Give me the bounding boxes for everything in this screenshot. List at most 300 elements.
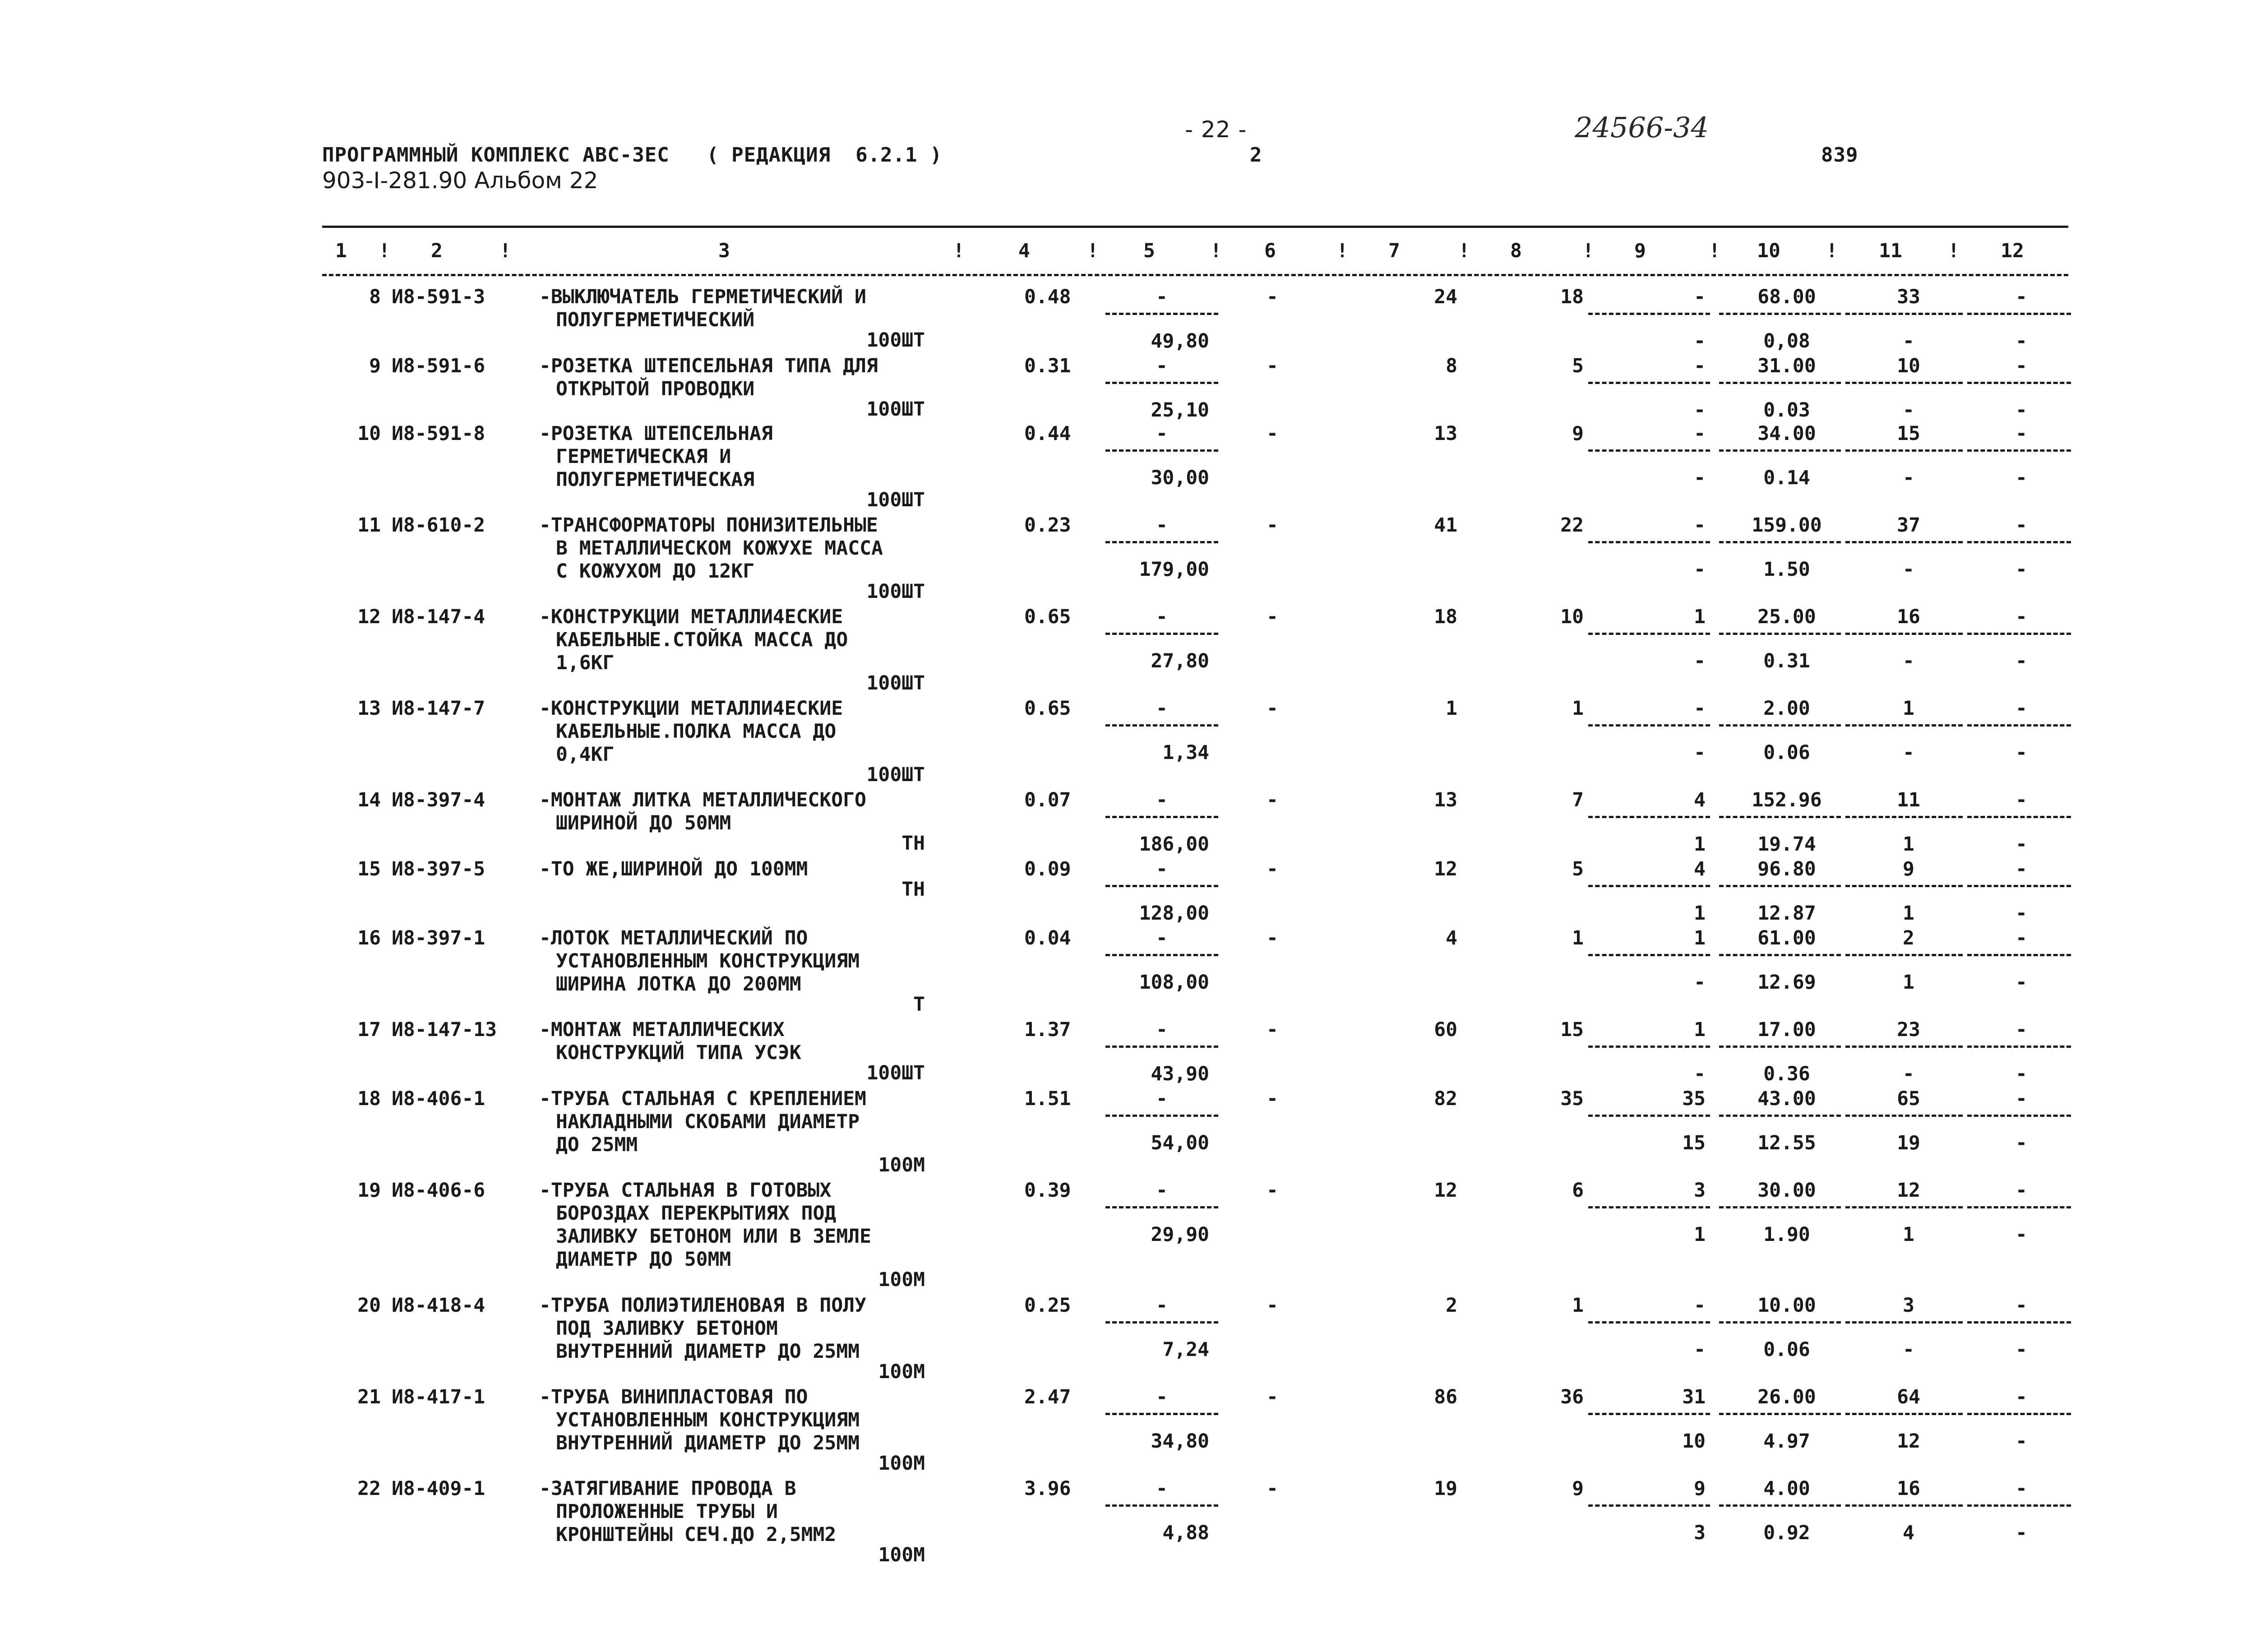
row-unit: 100М bbox=[878, 1544, 925, 1566]
col-divider bbox=[1719, 1413, 1841, 1415]
col-divider bbox=[1588, 1046, 1710, 1048]
col-divider bbox=[1588, 724, 1710, 727]
col-divider bbox=[1719, 1046, 1841, 1048]
col12-bottom: - bbox=[2016, 650, 2027, 672]
col10-bottom: 0.92 bbox=[1763, 1522, 1810, 1544]
column-header-6: 6 bbox=[1264, 240, 1276, 262]
col5-top: - bbox=[1156, 514, 1168, 537]
column-separator: ! bbox=[1458, 240, 1470, 262]
row-description: 1,6КГ bbox=[556, 652, 615, 674]
col6-value: - bbox=[1267, 355, 1278, 377]
col10-bottom: 4.97 bbox=[1763, 1430, 1810, 1453]
col-divider bbox=[1588, 1321, 1710, 1323]
row-description: ПОД ЗАЛИВКУ БЕТОНОМ bbox=[556, 1317, 778, 1340]
col11-top: 9 bbox=[1903, 858, 1914, 880]
col9-top: 4 bbox=[1694, 858, 1706, 880]
col11-bottom: - bbox=[1903, 650, 1914, 672]
col9-top: - bbox=[1694, 514, 1706, 537]
row-number: 17 bbox=[357, 1018, 381, 1041]
col-divider bbox=[1845, 1046, 1963, 1048]
col5-divider bbox=[1105, 313, 1218, 315]
col9-top: - bbox=[1694, 286, 1706, 308]
col12-bottom: - bbox=[2016, 1338, 2027, 1361]
col5-divider bbox=[1105, 885, 1218, 887]
col5-divider bbox=[1105, 724, 1218, 727]
col9-bottom: - bbox=[1694, 971, 1706, 994]
col5-top: - bbox=[1156, 858, 1168, 880]
col5-divider bbox=[1105, 1321, 1218, 1323]
row-description: -ТРУБА ПОЛИЭТИЛЕНОВАЯ В ПОЛУ bbox=[539, 1294, 866, 1317]
col5-bottom: 108,00 bbox=[1139, 971, 1209, 994]
col8-value: 9 bbox=[1572, 422, 1584, 445]
col11-bottom: - bbox=[1903, 330, 1914, 352]
col-divider bbox=[1719, 1321, 1841, 1323]
col10-bottom: 0.36 bbox=[1763, 1063, 1810, 1085]
col-divider bbox=[1588, 633, 1710, 635]
col5-bottom: 25,10 bbox=[1151, 399, 1209, 421]
col-divider bbox=[1967, 633, 2071, 635]
col11-top: 12 bbox=[1897, 1179, 1920, 1202]
col10-top: 159.00 bbox=[1752, 514, 1822, 537]
row-unit: 100М bbox=[878, 1452, 925, 1475]
col-divider bbox=[1967, 816, 2071, 818]
col8-value: 35 bbox=[1560, 1087, 1584, 1110]
column-header-7: 7 bbox=[1388, 240, 1400, 262]
col4-value: 0.39 bbox=[1024, 1179, 1071, 1202]
row-description: УСТАНОВЛЕННЫМ КОНСТРУКЦИЯМ bbox=[556, 1409, 860, 1431]
col9-top: 9 bbox=[1694, 1477, 1706, 1500]
col10-top: 43.00 bbox=[1757, 1087, 1816, 1110]
col-divider bbox=[1967, 1413, 2071, 1415]
col9-top: 1 bbox=[1694, 1018, 1706, 1041]
column-separator: ! bbox=[953, 240, 965, 262]
col10-bottom: 1.50 bbox=[1763, 558, 1810, 581]
col4-value: 0.23 bbox=[1024, 514, 1071, 537]
col10-bottom: 0.14 bbox=[1763, 467, 1810, 489]
col11-top: 2 bbox=[1903, 927, 1914, 949]
col9-top: - bbox=[1694, 422, 1706, 445]
row-unit: 100ШТ bbox=[866, 329, 925, 352]
col5-top: - bbox=[1156, 789, 1168, 811]
table-top-rule bbox=[322, 226, 2068, 228]
column-header-10: 10 bbox=[1757, 240, 1780, 262]
col11-top: 3 bbox=[1903, 1294, 1914, 1317]
row-unit: 100М bbox=[878, 1360, 925, 1383]
col4-value: 0.04 bbox=[1024, 927, 1071, 949]
col11-top: 65 bbox=[1897, 1087, 1920, 1110]
col5-top: - bbox=[1156, 1018, 1168, 1041]
col-divider bbox=[1845, 1504, 1963, 1507]
col12-bottom: - bbox=[2016, 1430, 2027, 1453]
col10-bottom: 12.55 bbox=[1757, 1132, 1816, 1154]
col11-bottom: 1 bbox=[1903, 902, 1914, 925]
col-divider bbox=[1967, 1321, 2071, 1323]
col5-top: - bbox=[1156, 927, 1168, 949]
row-unit: 100ШТ bbox=[866, 1062, 925, 1084]
row-description: -ТРАНСФОРМАТОРЫ ПОНИЗИТЕЛЬНЫЕ bbox=[539, 514, 878, 537]
col-divider bbox=[1845, 382, 1963, 384]
column-header-4: 4 bbox=[1018, 240, 1030, 262]
row-number: 12 bbox=[357, 606, 381, 628]
col9-bottom: 15 bbox=[1682, 1132, 1706, 1154]
col8-value: 5 bbox=[1572, 355, 1584, 377]
col-divider bbox=[1719, 633, 1841, 635]
col8-value: 9 bbox=[1572, 1477, 1584, 1500]
col-divider bbox=[1967, 382, 2071, 384]
row-number: 20 bbox=[357, 1294, 381, 1317]
col11-bottom: 1 bbox=[1903, 833, 1914, 856]
col12-bottom: - bbox=[2016, 902, 2027, 925]
col10-top: 96.80 bbox=[1757, 858, 1816, 880]
col5-divider bbox=[1105, 1206, 1218, 1208]
document-code: 24566-34 bbox=[1575, 111, 1709, 144]
row-description: -ЛОТОК МЕТАЛЛИЧЕСКИЙ ПО bbox=[539, 927, 808, 949]
row-code: И8-406-6 bbox=[392, 1179, 485, 1202]
col7-value: 13 bbox=[1434, 789, 1457, 811]
col7-value: 4 bbox=[1446, 927, 1457, 949]
col5-bottom: 186,00 bbox=[1139, 833, 1209, 856]
col-divider bbox=[1719, 954, 1841, 956]
row-description: -ТРУБА СТАЛЬНАЯ В ГОТОВЫХ bbox=[539, 1179, 832, 1202]
col12-bottom: - bbox=[2016, 1223, 2027, 1246]
col12-top: - bbox=[2016, 422, 2027, 445]
col8-value: 15 bbox=[1560, 1018, 1584, 1041]
col-divider bbox=[1588, 954, 1710, 956]
row-description: -ТРУБА СТАЛЬНАЯ С КРЕПЛЕНИЕМ bbox=[539, 1087, 866, 1110]
row-unit: 100М bbox=[878, 1268, 925, 1291]
col-divider bbox=[1967, 541, 2071, 543]
col12-top: - bbox=[2016, 514, 2027, 537]
row-description: КОНСТРУКЦИЙ ТИПА УСЭК bbox=[556, 1041, 801, 1064]
col12-top: - bbox=[2016, 927, 2027, 949]
col-divider bbox=[1845, 313, 1963, 315]
col-divider bbox=[1967, 954, 2071, 956]
col10-bottom: 19.74 bbox=[1757, 833, 1816, 856]
col-divider bbox=[1719, 313, 1841, 315]
col9-bottom: - bbox=[1694, 1338, 1706, 1361]
col5-bottom: 30,00 bbox=[1151, 467, 1209, 489]
col-divider bbox=[1967, 1046, 2071, 1048]
col6-value: - bbox=[1267, 606, 1278, 628]
col-divider bbox=[1588, 885, 1710, 887]
col9-bottom: - bbox=[1694, 330, 1706, 352]
sheet-number: 2 bbox=[1250, 143, 1262, 167]
col10-top: 26.00 bbox=[1757, 1386, 1816, 1408]
col9-top: 31 bbox=[1682, 1386, 1706, 1408]
row-description: ШИРИНОЙ ДО 50ММ bbox=[556, 812, 731, 834]
col12-bottom: - bbox=[2016, 330, 2027, 352]
row-number: 9 bbox=[369, 355, 381, 377]
column-header-8: 8 bbox=[1510, 240, 1522, 262]
col6-value: - bbox=[1267, 1018, 1278, 1041]
column-header-12: 12 bbox=[2001, 240, 2024, 262]
col5-divider bbox=[1105, 816, 1218, 818]
col9-bottom: - bbox=[1694, 399, 1706, 421]
col5-top: - bbox=[1156, 1294, 1168, 1317]
col12-bottom: - bbox=[2016, 467, 2027, 489]
row-code: И8-397-5 bbox=[392, 858, 485, 880]
row-number: 18 bbox=[357, 1087, 381, 1110]
col6-value: - bbox=[1267, 286, 1278, 308]
col10-bottom: 0.06 bbox=[1763, 741, 1810, 764]
column-header-2: 2 bbox=[431, 240, 443, 262]
col4-value: 0.31 bbox=[1024, 355, 1071, 377]
row-description: УСТАНОВЛЕННЫМ КОНСТРУКЦИЯМ bbox=[556, 950, 860, 972]
col5-bottom: 34,80 bbox=[1151, 1430, 1209, 1453]
col-divider bbox=[1719, 382, 1841, 384]
col10-top: 34.00 bbox=[1757, 422, 1816, 445]
col5-top: - bbox=[1156, 606, 1168, 628]
row-description: -КОНСТРУКЦИИ МЕТАЛЛИ4ЕСКИЕ bbox=[539, 606, 843, 628]
row-description: ПОЛУГЕРМЕТИЧЕСКАЯ bbox=[556, 468, 755, 491]
col12-top: - bbox=[2016, 1087, 2027, 1110]
right-number: 839 bbox=[1821, 143, 1858, 167]
col12-bottom: - bbox=[2016, 1132, 2027, 1154]
col8-value: 1 bbox=[1572, 1294, 1584, 1317]
col10-bottom: 12.87 bbox=[1757, 902, 1816, 925]
col9-bottom: - bbox=[1694, 558, 1706, 581]
col10-top: 25.00 bbox=[1757, 606, 1816, 628]
col7-value: 12 bbox=[1434, 1179, 1457, 1202]
col11-top: 1 bbox=[1903, 697, 1914, 720]
col9-top: 1 bbox=[1694, 927, 1706, 949]
col10-bottom: 1.90 bbox=[1763, 1223, 1810, 1246]
col9-top: - bbox=[1694, 1294, 1706, 1317]
col9-bottom: - bbox=[1694, 467, 1706, 489]
col10-top: 10.00 bbox=[1757, 1294, 1816, 1317]
row-code: И8-406-1 bbox=[392, 1087, 485, 1110]
col-divider bbox=[1967, 1115, 2071, 1117]
col5-top: - bbox=[1156, 422, 1168, 445]
col4-value: 0.65 bbox=[1024, 697, 1071, 720]
col4-value: 3.96 bbox=[1024, 1477, 1071, 1500]
col8-value: 36 bbox=[1560, 1386, 1584, 1408]
col5-bottom: 128,00 bbox=[1139, 902, 1209, 925]
row-code: И8-591-8 bbox=[392, 422, 485, 445]
col12-bottom: - bbox=[2016, 1063, 2027, 1085]
col11-top: 15 bbox=[1897, 422, 1920, 445]
col8-value: 10 bbox=[1560, 606, 1584, 628]
col-divider bbox=[1588, 449, 1710, 452]
column-separator: ! bbox=[499, 240, 511, 262]
col10-top: 2.00 bbox=[1763, 697, 1810, 720]
col6-value: - bbox=[1267, 1386, 1278, 1408]
row-code: И8-418-4 bbox=[392, 1294, 485, 1317]
col-divider bbox=[1719, 885, 1841, 887]
col-divider bbox=[1845, 724, 1963, 727]
row-description: С КОЖУХОМ ДО 12КГ bbox=[556, 560, 755, 583]
col-divider bbox=[1967, 449, 2071, 452]
row-number: 13 bbox=[357, 697, 381, 720]
album-title: 903-I-281.90 Альбом 22 bbox=[322, 167, 598, 194]
col9-bottom: - bbox=[1694, 650, 1706, 672]
row-description: КАБЕЛЬНЫЕ.СТОЙКА МАССА ДО bbox=[556, 629, 848, 651]
col4-value: 1.51 bbox=[1024, 1087, 1071, 1110]
column-header-3: 3 bbox=[718, 240, 730, 262]
row-unit: ТН bbox=[901, 878, 925, 901]
col12-top: - bbox=[2016, 1018, 2027, 1041]
col9-bottom: - bbox=[1694, 1063, 1706, 1085]
col7-value: 82 bbox=[1434, 1087, 1457, 1110]
row-unit: 100ШТ bbox=[866, 398, 925, 421]
row-code: И8-610-2 bbox=[392, 514, 485, 537]
col7-value: 86 bbox=[1434, 1386, 1457, 1408]
col7-value: 60 bbox=[1434, 1018, 1457, 1041]
row-code: И8-147-7 bbox=[392, 697, 485, 720]
row-number: 11 bbox=[357, 514, 381, 537]
col-divider bbox=[1845, 541, 1963, 543]
col5-bottom: 7,24 bbox=[1162, 1338, 1209, 1361]
column-separator: ! bbox=[1582, 240, 1594, 262]
col4-value: 0.09 bbox=[1024, 858, 1071, 880]
col-divider bbox=[1719, 1504, 1841, 1507]
col11-bottom: - bbox=[1903, 399, 1914, 421]
row-description: КРОНШТЕЙНЫ СЕЧ.ДО 2,5ММ2 bbox=[556, 1523, 837, 1546]
col-divider bbox=[1588, 1206, 1710, 1208]
col4-value: 0.44 bbox=[1024, 422, 1071, 445]
row-code: И8-147-4 bbox=[392, 606, 485, 628]
row-description: -ТО ЖЕ,ШИРИНОЙ ДО 100ММ bbox=[539, 858, 808, 880]
col10-top: 152.96 bbox=[1752, 789, 1822, 811]
col5-bottom: 1,34 bbox=[1162, 741, 1209, 764]
col-divider bbox=[1588, 1115, 1710, 1117]
col12-bottom: - bbox=[2016, 741, 2027, 764]
col6-value: - bbox=[1267, 789, 1278, 811]
col9-top: 3 bbox=[1694, 1179, 1706, 1202]
col6-value: - bbox=[1267, 422, 1278, 445]
row-unit: 100ШТ bbox=[866, 764, 925, 786]
col-divider bbox=[1845, 1206, 1963, 1208]
col5-top: - bbox=[1156, 1477, 1168, 1500]
row-description: ВНУТРЕННИЙ ДИАМЕТР ДО 25ММ bbox=[556, 1432, 860, 1454]
col11-bottom: 19 bbox=[1897, 1132, 1920, 1154]
row-unit: ТН bbox=[901, 832, 925, 855]
row-number: 15 bbox=[357, 858, 381, 880]
col-divider bbox=[1845, 1115, 1963, 1117]
row-description: 0,4КГ bbox=[556, 743, 615, 766]
column-separator: ! bbox=[1087, 240, 1099, 262]
col10-top: 17.00 bbox=[1757, 1018, 1816, 1041]
row-unit: 100ШТ bbox=[866, 580, 925, 603]
col9-top: 35 bbox=[1682, 1087, 1706, 1110]
col12-top: - bbox=[2016, 1294, 2027, 1317]
col8-value: 5 bbox=[1572, 858, 1584, 880]
row-description: -ЗАТЯГИВАНИЕ ПРОВОДА В bbox=[539, 1477, 796, 1500]
col9-bottom: 1 bbox=[1694, 902, 1706, 925]
col8-value: 18 bbox=[1560, 286, 1584, 308]
col5-divider bbox=[1105, 382, 1218, 384]
col7-value: 19 bbox=[1434, 1477, 1457, 1500]
col12-top: - bbox=[2016, 858, 2027, 880]
column-header-5: 5 bbox=[1143, 240, 1155, 262]
col10-top: 61.00 bbox=[1757, 927, 1816, 949]
col12-bottom: - bbox=[2016, 833, 2027, 856]
row-code: И8-147-13 bbox=[392, 1018, 497, 1041]
col5-top: - bbox=[1156, 1386, 1168, 1408]
col-divider bbox=[1719, 1115, 1841, 1117]
col12-top: - bbox=[2016, 789, 2027, 811]
column-separator: ! bbox=[379, 240, 390, 262]
col11-bottom: 12 bbox=[1897, 1430, 1920, 1453]
col8-value: 1 bbox=[1572, 697, 1584, 720]
col11-top: 23 bbox=[1897, 1018, 1920, 1041]
col11-bottom: - bbox=[1903, 467, 1914, 489]
col7-value: 1 bbox=[1446, 697, 1457, 720]
col-divider bbox=[1967, 1206, 2071, 1208]
col7-value: 18 bbox=[1434, 606, 1457, 628]
row-number: 8 bbox=[369, 286, 381, 308]
col5-bottom: 179,00 bbox=[1139, 558, 1209, 581]
col-divider bbox=[1588, 313, 1710, 315]
col9-bottom: - bbox=[1694, 741, 1706, 764]
col7-value: 8 bbox=[1446, 355, 1457, 377]
col8-value: 1 bbox=[1572, 927, 1584, 949]
col-divider bbox=[1845, 954, 1963, 956]
col6-value: - bbox=[1267, 514, 1278, 537]
col-divider bbox=[1588, 541, 1710, 543]
row-description: ПРОЛОЖЕННЫЕ ТРУБЫ И bbox=[556, 1500, 778, 1523]
row-number: 19 bbox=[357, 1179, 381, 1202]
col11-bottom: - bbox=[1903, 1338, 1914, 1361]
col-divider bbox=[1588, 1413, 1710, 1415]
col10-top: 30.00 bbox=[1757, 1179, 1816, 1202]
col5-top: - bbox=[1156, 1179, 1168, 1202]
col5-bottom: 29,90 bbox=[1151, 1223, 1209, 1246]
col11-top: 37 bbox=[1897, 514, 1920, 537]
col11-bottom: - bbox=[1903, 558, 1914, 581]
row-description: -КОНСТРУКЦИИ МЕТАЛЛИ4ЕСКИЕ bbox=[539, 697, 843, 720]
col11-top: 33 bbox=[1897, 286, 1920, 308]
col5-top: - bbox=[1156, 286, 1168, 308]
row-code: И8-417-1 bbox=[392, 1386, 485, 1408]
col10-bottom: 0.31 bbox=[1763, 650, 1810, 672]
col6-value: - bbox=[1267, 1179, 1278, 1202]
col8-value: 6 bbox=[1572, 1179, 1584, 1202]
column-header-9: 9 bbox=[1634, 240, 1646, 262]
col4-value: 1.37 bbox=[1024, 1018, 1071, 1041]
row-description: НАКЛАДНЫМИ СКОБАМИ ДИАМЕТР bbox=[556, 1111, 860, 1133]
column-separator: ! bbox=[1948, 240, 1960, 262]
col11-top: 16 bbox=[1897, 606, 1920, 628]
row-code: И8-409-1 bbox=[392, 1477, 485, 1500]
row-description: БОРОЗДАХ ПЕРЕКРЫТИЯХ ПОД bbox=[556, 1202, 837, 1225]
col-divider bbox=[1588, 816, 1710, 818]
page-number: - 22 - bbox=[1185, 116, 1247, 143]
col-divider bbox=[1845, 816, 1963, 818]
col10-bottom: 0.06 bbox=[1763, 1338, 1810, 1361]
row-unit: 100ШТ bbox=[866, 489, 925, 511]
col11-bottom: 1 bbox=[1903, 971, 1914, 994]
col10-top: 4.00 bbox=[1763, 1477, 1810, 1500]
row-description: -РОЗЕТКА ШТЕПСЕЛЬНАЯ ТИПА ДЛЯ bbox=[539, 355, 878, 377]
col6-value: - bbox=[1267, 927, 1278, 949]
col-divider bbox=[1719, 816, 1841, 818]
col5-divider bbox=[1105, 1115, 1218, 1117]
col-divider bbox=[1845, 449, 1963, 452]
row-description: ПОЛУГЕРМЕТИЧЕСКИЙ bbox=[556, 309, 755, 331]
col-divider bbox=[1845, 633, 1963, 635]
col11-top: 16 bbox=[1897, 1477, 1920, 1500]
col12-top: - bbox=[2016, 286, 2027, 308]
col5-bottom: 4,88 bbox=[1162, 1522, 1209, 1544]
row-code: И8-591-3 bbox=[392, 286, 485, 308]
row-number: 10 bbox=[357, 422, 381, 445]
col-divider bbox=[1719, 449, 1841, 452]
col4-value: 0.48 bbox=[1024, 286, 1071, 308]
col5-divider bbox=[1105, 1504, 1218, 1507]
col4-value: 0.65 bbox=[1024, 606, 1071, 628]
col9-top: - bbox=[1694, 355, 1706, 377]
